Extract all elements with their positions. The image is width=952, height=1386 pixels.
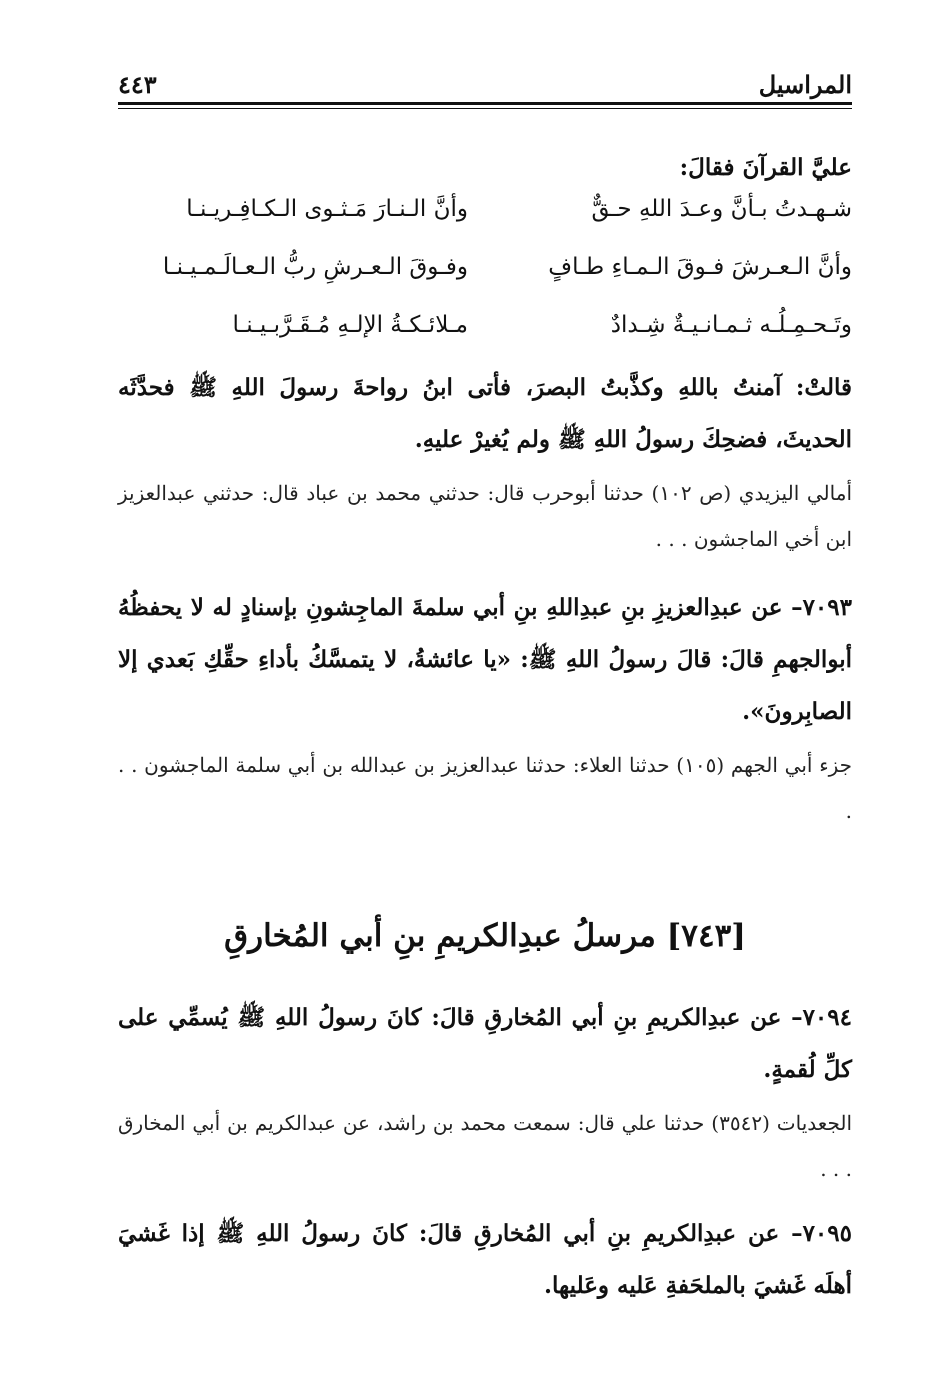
verse-first-hemistich: وتَـحـمِـلُـه ثـمـانـيـةٌ شِـدادٌ (610, 312, 852, 338)
running-title: المراسيل (758, 70, 852, 99)
hadith-7094: ٧٠٩٤– عن عبدِالكريمِ بنِ أبي المُخارقِ قالَ: كانَ رسولُ اللهِ ﷺ يُسمِّي على كلِّ لُقمةٍ. (118, 1004, 852, 1083)
verse-line (118, 186, 852, 242)
page-header (118, 62, 852, 105)
source-citation: أمالي اليزيدي (ص ١٠٢) حدثنا أبوحرب قال: حدثني محمد بن عباد قال: حدثني عبدالعزيز ابن أخي الماجشون . . . (118, 481, 853, 551)
verse-second-hemistich: وفـوقَ الـعـرشِ ربُّ الـعـالَـمـيـنـا (162, 254, 468, 280)
source-citation: الجعديات (٣٥٤٢) حدثنا علي قال: سمعت محمد بن راشد، عن عبدالكريم بن أبي المخارق . . . (118, 1111, 853, 1181)
section-title: [٧٤٣] مرسلُ عبدِالكريمِ بنِ أبي المُخارقِ (224, 918, 746, 954)
hadith-7093: ٧٠٩٣– عن عبدِالعزيزِ بنِ عبدِاللهِ بنِ أبي سلمةَ الماجِشونِ بإسنادٍ له لا يحفظُهُ أبوالجهمِ قالَ: قالَ رسولُ اللهِ ﷺ: «يا عائشةُ، لا يتمسَّكُ بأداءِ حقِّكِ بَعدي إلا الصابِرونَ». (118, 594, 852, 725)
source-citation: جزء أبي الجهم (١٠٥) حدثنا العلاء: حدثنا عبدالعزيز بن عبدالله بن أبي سلمة الماجشون . . . (118, 753, 852, 823)
verse-line (118, 244, 852, 300)
verse-line (118, 302, 852, 358)
verse-first-hemistich: شـهـدتُ بـأنَّ وعـدَ اللهِ حـقٌّ (591, 196, 852, 222)
verse-first-hemistich: وأنَّ الـعـرشَ فـوقَ الـمـاءِ طـافٍ (548, 254, 852, 280)
book-page (118, 62, 852, 1362)
hadith-7095: ٧٠٩٥– عن عبدِالكريمِ بنِ أبي المُخارقِ قالَ: كانَ رسولُ اللهِ ﷺ إذا غَشيَ أهلَه غَشيَ بالملحَفةِ عَليه وعَليها. (118, 1220, 852, 1299)
hadith-paragraph: قالتْ: آمنتُ باللهِ وكذَّبتُ البصرَ، فأتى ابنُ رواحةَ رسولَ اللهِ ﷺ فحدَّثَه الحديثَ، فضحِكَ رسولُ اللهِ ﷺ ولم يُغيرْ عليهِ. (118, 374, 852, 453)
page-number: ٤٤٣ (118, 70, 157, 99)
verse-second-hemistich: مـلائـكـةُ الإلـهِ مُـقَـرَّبـيـنـا (232, 312, 468, 338)
intro-line: عليَّ القرآنَ فقالَ: (679, 154, 852, 181)
verse-second-hemistich: وأنَّ الـنـارَ مَـثـوى الـكـافِـريـنـا (186, 196, 468, 222)
